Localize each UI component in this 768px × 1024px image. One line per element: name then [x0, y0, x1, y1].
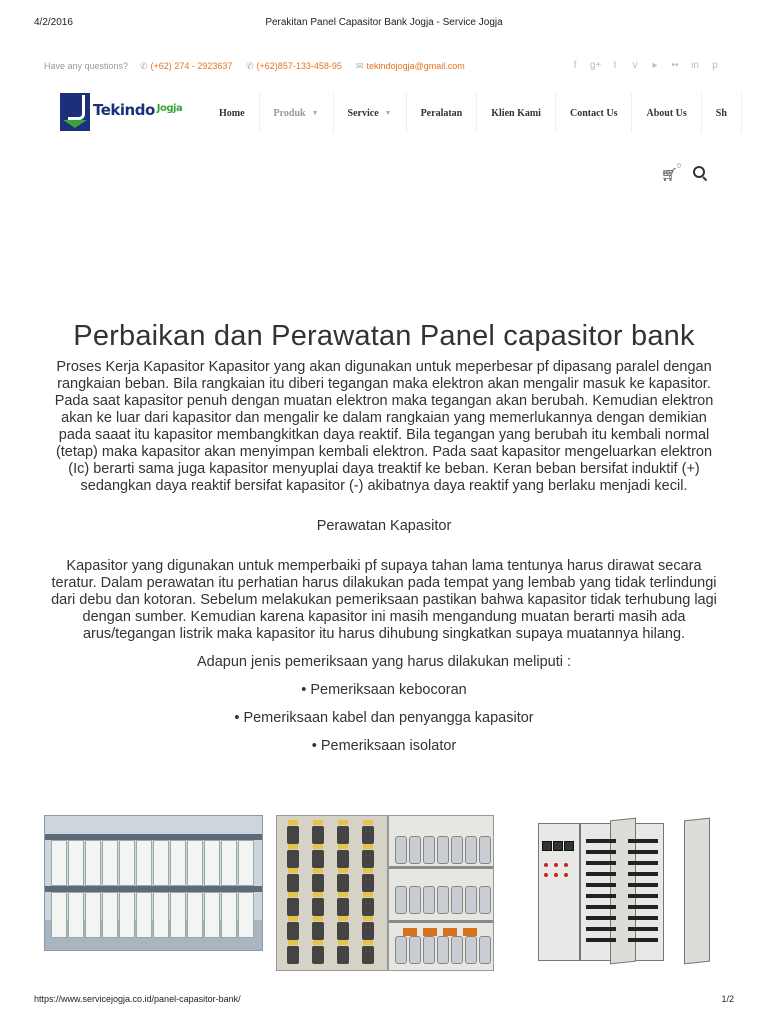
nav-item-service[interactable]: Service ▼: [334, 93, 407, 133]
phone-icon: ✆: [140, 61, 148, 71]
youtube-icon[interactable]: ▸: [652, 60, 658, 71]
nav-item-produk[interactable]: Produk ▼: [260, 93, 334, 133]
topbar: [44, 61, 724, 75]
phone2-text: (+62)857-133-458-95: [256, 61, 342, 71]
panel-switches-photo[interactable]: [276, 815, 388, 971]
envelope-icon: ✉: [356, 61, 364, 71]
cart-count: 0: [677, 163, 681, 170]
facebook-icon[interactable]: f: [573, 60, 577, 71]
bullet-item: • Pemeriksaan isolator: [311, 738, 457, 754]
twitter-icon[interactable]: t: [613, 60, 617, 71]
vimeo-icon[interactable]: v: [632, 60, 638, 71]
logo-mark: [60, 93, 90, 131]
paragraph-maintenance: Kapasitor yang digunakan untuk memperbaiki pf supaya tahan lama tentunya harus dirawat secara teratur. Dalam perawatan itu perhatian harus dilakukan pada tempat yang lembab yang tidak terlindungi dari debu dan kotoran. Sebelum melakukan pemeriksaan pastikan bahwa kapasitor tidak terhubung lagi dengan sumber. Kemudian karena kapasitor ini masih mengandung muatan berarti masih ada arus/tegangan listrik maka kapasitor itu harus dihubung singkatkan supaya muatannya hilang.: [51, 558, 717, 642]
phone1-text: (+62) 274 - 2923637: [150, 61, 233, 71]
flickr-icon[interactable]: ••: [671, 60, 679, 71]
chevron-down-icon: ▼: [311, 109, 319, 117]
site-logo[interactable]: [60, 93, 182, 133]
subheading: Perawatan Kapasitor: [316, 518, 452, 534]
nav-item-peralatan[interactable]: Peralatan: [407, 93, 478, 133]
phone-icon: ✆: [246, 61, 254, 71]
logo-text: Tekindo $^{Jogja}$: [93, 101, 183, 119]
social-links: [570, 60, 720, 71]
linkedin-icon[interactable]: in: [691, 60, 699, 71]
main-nav: [205, 93, 725, 133]
nav-item-sh[interactable]: Sh: [702, 93, 742, 133]
topbar-question: Have any questions?: [44, 61, 129, 71]
cart-icon[interactable]: 🛒︎: [661, 167, 678, 182]
page-title: Perbaikan dan Perawatan Panel capasitor bank: [73, 320, 695, 352]
article: [44, 320, 724, 755]
print-header: [0, 17, 768, 31]
print-date: 4/2/2016: [34, 17, 73, 28]
pinterest-icon[interactable]: p: [712, 60, 718, 71]
photo-gallery: [44, 815, 724, 975]
email-text: tekindojogja@gmail.com: [366, 61, 465, 71]
print-url: https://www.servicejogja.co.id/panel-capasitor-bank/: [34, 994, 241, 1004]
bullet-item: • Pemeriksaan kebocoran: [301, 682, 467, 698]
google-plus-icon[interactable]: g+: [590, 60, 602, 71]
nav-item-about-us[interactable]: About Us: [632, 93, 701, 133]
bullet-item: • Pemeriksaan kabel dan penyangga kapasitor: [234, 710, 534, 726]
phone-link-2[interactable]: [246, 61, 342, 72]
inspection-lead: Adapun jenis pemeriksaan yang harus dilakukan meliputi :: [197, 654, 571, 670]
capacitor-stock-photo[interactable]: [388, 815, 494, 971]
print-title: Perakitan Panel Capasitor Bank Jogja - Service Jogja: [265, 17, 503, 28]
paragraph-intro: Proses Kerja Kapasitor Kapasitor yang akan digunakan untuk meperbesar pf dipasang paralel dengan rangkaian beban. Bila rangkaian itu diberi tegangan maka elektron akan mengalir masuk ke kapasitor. Pada saat kapasitor penuh dengan muatan elektron maka tegangan akan berubah. Kemudian elektron akan ke luar dari kapasitor dan mengalir ke dalam rangkaian yang memerlukannya dengan demikian pada saaat itu kapasitor membangkitkan daya reaktif. Bila tegangan yang berubah itu kembali normal (tetap) maka kapasitor akan menyimpan kembali elektron. Pada saat kapasitor mengeluarkan elektron (Ic) berarti sama juga kapasitor menyuplai daya treaktif ke beban. Keran beban bersifat induktif (+) sedangkan daya reaktif bersifat kapasitor (-) akibatnya daya reaktif yang berlaku menjadi kecil.: [54, 359, 714, 494]
logo-suffix: Jogja: [156, 103, 183, 114]
search-icon[interactable]: [693, 166, 705, 178]
panel-cabinet-photo[interactable]: [524, 815, 704, 969]
phone-link-1[interactable]: [140, 61, 232, 72]
nav-item-home[interactable]: Home: [205, 93, 260, 133]
chevron-down-icon: ▼: [384, 109, 392, 117]
nav-item-contact-us[interactable]: Contact Us: [556, 93, 633, 133]
capacitor-bank-photo[interactable]: [44, 815, 263, 951]
nav-item-klien-kami[interactable]: Klien Kami: [477, 93, 556, 133]
print-page-number: 1/2: [721, 994, 734, 1004]
email-link[interactable]: [356, 61, 465, 72]
